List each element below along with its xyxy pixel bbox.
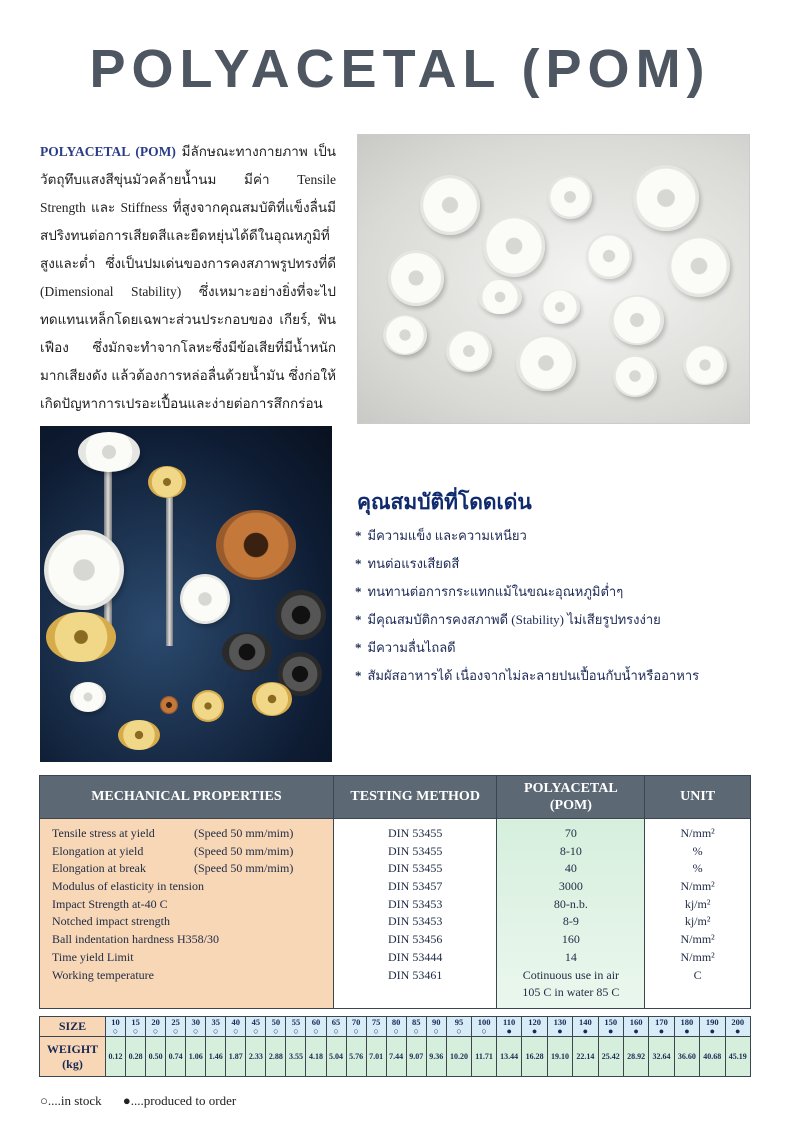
size-cell [426, 1017, 446, 1037]
legend-to-order-text: ....produced to order [130, 1093, 237, 1108]
pom-value: Cotinuous use in air [522, 967, 620, 982]
in-stock-icon: ○ [393, 1026, 399, 1036]
size-value: 15 [131, 1017, 140, 1027]
size-value: 110 [503, 1017, 516, 1027]
produced-to-order-icon: ● [658, 1026, 665, 1036]
size-value: 190 [705, 1017, 719, 1027]
size-weight-table [39, 1016, 751, 1077]
in-stock-icon: ○ [213, 1026, 219, 1036]
testing-method: DIN 53457 [388, 879, 443, 894]
weight-label [40, 1037, 106, 1077]
pom-value: 40 [564, 861, 577, 876]
weight-value: 1.87 [226, 1037, 246, 1077]
property-row [52, 896, 321, 914]
size-value: 85 [411, 1017, 421, 1027]
header-unit: UNIT [645, 776, 751, 819]
size-value: 160 [629, 1017, 643, 1027]
property-name: Elongation at yield [52, 843, 144, 858]
in-stock-icon: ○ [233, 1026, 239, 1036]
property-row [52, 860, 321, 878]
testing-method: DIN 53455 [388, 843, 443, 858]
property-row [52, 825, 321, 843]
in-stock-icon: ○ [172, 1026, 179, 1036]
property-condition: (Speed 50 mm/mim) [194, 861, 294, 876]
feature-item: * ทนทานต่อการกระแทกแม้ในขณะอุณหภูมิต่ำๆ [355, 578, 699, 606]
size-value: 130 [553, 1017, 567, 1027]
features-title: คุณสมบัติที่โดดเด่น [357, 490, 532, 514]
weight-value: 7.01 [366, 1037, 386, 1077]
header-polyacetal [497, 776, 645, 819]
size-value: 75 [371, 1017, 381, 1027]
size-cell [649, 1017, 674, 1037]
weight-value: 3.55 [286, 1037, 306, 1077]
unit-value: % [692, 861, 703, 876]
intro-lead: POLYACETAL (POM) [40, 144, 176, 159]
weight-unit: (kg) [62, 1056, 83, 1071]
property-row [52, 949, 321, 967]
size-cell [186, 1017, 206, 1037]
weight-value: 4.18 [306, 1037, 326, 1077]
weight-value: 0.12 [106, 1037, 126, 1077]
size-cell [573, 1017, 598, 1037]
size-cell [286, 1017, 306, 1037]
size-cell [674, 1017, 699, 1037]
pom-value: 8-10 [559, 843, 582, 858]
pom-value: 8-9 [562, 914, 579, 929]
size-cell [522, 1017, 547, 1037]
size-cell [725, 1017, 751, 1037]
in-stock-icon: ○ [433, 1026, 439, 1036]
testing-method: DIN 53453 [388, 914, 443, 929]
weight-value: 9.07 [406, 1037, 426, 1077]
testing-method: DIN 53455 [388, 861, 443, 876]
size-cell [266, 1017, 286, 1037]
pom-value: 3000 [558, 879, 583, 894]
size-value: 140 [578, 1017, 592, 1027]
feature-item: * สัมผัสอาหารได้ เนื่องจากไม่ละลายปนเปื้อนกับน้ำหรืออาหาร [355, 662, 699, 690]
produced-to-order-icon: ● [506, 1026, 512, 1036]
in-stock-icon: ○ [112, 1026, 119, 1036]
in-stock-icon: ○ [313, 1026, 319, 1036]
size-cell [206, 1017, 226, 1037]
size-cell [306, 1017, 326, 1037]
in-stock-icon: ○ [132, 1026, 139, 1036]
weight-value: 1.06 [186, 1037, 206, 1077]
weight-value: 5.76 [346, 1037, 366, 1077]
size-cell [386, 1017, 406, 1037]
header-mechanical-properties: MECHANICAL PROPERTIES [40, 776, 334, 819]
produced-to-order-icon: ● [684, 1026, 690, 1036]
size-cell [700, 1017, 725, 1037]
size-value: 100 [477, 1017, 491, 1027]
header-polyacetal-line1: POLYACETAL [524, 781, 618, 796]
property-name: Notched impact strength [52, 914, 170, 929]
size-cell [106, 1017, 126, 1037]
size-value: 80 [391, 1017, 401, 1027]
pom-value: 105 C in water 85 C [522, 985, 620, 1000]
pom-value: 14 [564, 949, 577, 964]
pom-value: 70 [564, 826, 577, 840]
size-value: 95 [454, 1017, 464, 1027]
weight-value: 10.20 [446, 1037, 471, 1077]
weight-value: 22.14 [573, 1037, 598, 1077]
weight-value: 9.36 [426, 1037, 446, 1077]
produced-to-order-icon: ● [633, 1026, 639, 1036]
property-row [52, 913, 321, 931]
unit-value: % [692, 843, 703, 858]
in-stock-icon: ○ [293, 1026, 299, 1036]
property-row [52, 843, 321, 861]
unit-value: N/mm² [680, 932, 715, 947]
size-cell [326, 1017, 346, 1037]
pom-value: 80-n.b. [553, 896, 588, 911]
size-value: 170 [655, 1017, 668, 1027]
legend-in-stock [40, 1093, 102, 1108]
legend-in-stock-text: ....in stock [47, 1093, 102, 1108]
white-gears-photo [357, 134, 750, 424]
weight-value: 2.33 [246, 1037, 266, 1077]
feature-item: * มีความแข็ง และความเหนียว [355, 522, 699, 550]
produced-to-order-icon: ● [608, 1026, 614, 1036]
testing-method: DIN 53455 [388, 826, 443, 840]
weight-value: 1.46 [206, 1037, 226, 1077]
property-condition: (Speed 50 mm/mim) [194, 843, 294, 858]
size-value: 35 [211, 1017, 220, 1027]
property-name: Tensile stress at yield [52, 826, 155, 840]
in-stock-icon: ○ [333, 1026, 339, 1036]
testing-method: DIN 53453 [388, 896, 443, 911]
weight-value: 7.44 [386, 1037, 406, 1077]
in-stock-icon: ○ [456, 1026, 462, 1036]
in-stock-icon: ○ [413, 1026, 419, 1036]
machine-parts-photo [40, 426, 332, 762]
property-name: Ball indentation hardness H358/30 [52, 932, 219, 947]
header-testing-method: TESTING METHOD [333, 776, 497, 819]
property-row [52, 931, 321, 949]
size-value: 150 [604, 1017, 618, 1027]
produced-to-order-icon: ● [557, 1026, 563, 1036]
in-stock-icon: ○ [253, 1026, 259, 1036]
produced-to-order-icon: ● [735, 1026, 741, 1036]
feature-item: * มีความลื่นไถลดี [355, 634, 699, 662]
size-value: 200 [731, 1017, 745, 1027]
property-row [52, 967, 321, 985]
weight-value: 36.60 [674, 1037, 699, 1077]
weight-value: 19.10 [547, 1037, 572, 1077]
size-value: 120 [528, 1017, 541, 1027]
pom-values-cell [497, 819, 645, 1009]
weight-value: 5.04 [326, 1037, 346, 1077]
size-value: 60 [311, 1017, 321, 1027]
size-value: 65 [331, 1017, 341, 1027]
weight-value: 28.92 [623, 1037, 648, 1077]
size-cell [246, 1017, 266, 1037]
in-stock-icon: ○ [152, 1026, 159, 1036]
unit-value: kj/m² [684, 914, 711, 929]
weight-value: 16.28 [522, 1037, 547, 1077]
size-value: 45 [251, 1017, 261, 1027]
unit-value: N/mm² [680, 879, 715, 894]
in-stock-icon: ○ [192, 1026, 199, 1036]
feature-item: * ทนต่อแรงเสียดสี [355, 550, 699, 578]
weight-value: 11.71 [472, 1037, 497, 1077]
size-value: 25 [171, 1017, 180, 1027]
properties-table [39, 775, 751, 1009]
size-label: SIZE [40, 1017, 106, 1037]
property-condition: (Speed 50 mm/mim) [194, 826, 294, 840]
produced-to-order-icon: ● [709, 1026, 716, 1036]
units-cell [645, 819, 751, 1009]
size-cell [472, 1017, 497, 1037]
property-name: Elongation at break [52, 861, 146, 876]
size-cell [166, 1017, 186, 1037]
intro-paragraph [40, 138, 336, 418]
size-cell [366, 1017, 386, 1037]
property-name: Modulus of elasticity in tension [52, 879, 204, 894]
property-name: Impact Strength at-40 C [52, 896, 168, 911]
pom-value: 160 [561, 932, 580, 947]
property-name: Time yield Limit [52, 949, 134, 964]
weight-value: 13.44 [496, 1037, 521, 1077]
property-names-cell [40, 819, 334, 1009]
size-cell [496, 1017, 521, 1037]
unit-value: N/mm² [680, 949, 715, 964]
size-value: 90 [432, 1017, 441, 1027]
produced-to-order-icon: ● [531, 1026, 538, 1036]
unit-value: kj/m² [684, 896, 711, 911]
unit-value: N/mm² [680, 826, 715, 840]
in-stock-icon: ○ [481, 1026, 487, 1036]
unit-value: C [693, 967, 702, 982]
weight-value: 40.68 [700, 1037, 725, 1077]
property-row [52, 878, 321, 896]
property-name: Working temperature [52, 967, 154, 982]
testing-method: DIN 53444 [388, 949, 443, 964]
page-title: POLYACETAL (POM) [89, 39, 711, 99]
header-polyacetal-line2: (POM) [549, 798, 592, 813]
in-stock-icon: ○ [40, 1093, 48, 1108]
testing-method: DIN 53461 [388, 967, 443, 982]
size-cell [126, 1017, 146, 1037]
in-stock-icon: ○ [353, 1026, 359, 1036]
produced-to-order-icon: ● [582, 1026, 589, 1036]
weight-value: 0.74 [166, 1037, 186, 1077]
size-cell [446, 1017, 471, 1037]
size-value: 55 [291, 1017, 301, 1027]
weight-value: 2.88 [266, 1037, 286, 1077]
size-value: 180 [680, 1017, 694, 1027]
in-stock-icon: ○ [273, 1026, 279, 1036]
size-value: 20 [151, 1017, 160, 1027]
stock-legend [40, 1093, 254, 1109]
weight-value: 45.19 [725, 1037, 751, 1077]
size-value: 40 [231, 1017, 241, 1027]
size-value: 70 [351, 1017, 361, 1027]
features-list [355, 522, 699, 690]
intro-text: มีลักษณะทางกายภาพ เป็นวัตถุทึบแสงสีขุ่นมัวคล้ายน้ำนม มีค่า Tensile Strength และ Stiffness ที่สูงจากคุณสมบัติที่แข็งลื่นมีสปริงทนต่อการเสียดสีและยืดหยุ่นได้ดีในอุณหภูมิที่สูงและต่ำ ซึ่งเป็นปมเด่นของการคงสภาพรูปทรงที่ดี (Dimensional Stability) ซึ่งเหมาะอย่างยิ่งที่จะไปทดแทนเหล็กโดยเฉพาะส่วนประกอบของ เกียร์, ฟันเฟือง ซึ่งมักจะทำจากโลหะซึ่งมีข้อเสียที่มีน้ำหนักมากเสียงดัง แล้วต้องการหล่อลื่นด้วยน้ำมัน ซึ่งก่อให้เกิดปัญหาการเปรอะเปื้อนและง่ายต่อการสึกกร่อน [40, 144, 336, 411]
size-value: 30 [191, 1017, 200, 1027]
size-value: 50 [271, 1017, 281, 1027]
weight-value: 0.28 [126, 1037, 146, 1077]
testing-methods-cell [333, 819, 497, 1009]
size-cell [598, 1017, 623, 1037]
weight-value: 25.42 [598, 1037, 623, 1077]
weight-value: 32.64 [649, 1037, 674, 1077]
size-cell [346, 1017, 366, 1037]
weight-label-text: WEIGHT [46, 1041, 99, 1056]
size-value: 10 [111, 1017, 120, 1027]
to-order-icon: ● [122, 1093, 131, 1108]
size-cell [406, 1017, 426, 1037]
weight-value: 0.50 [146, 1037, 166, 1077]
size-cell [146, 1017, 166, 1037]
size-cell [547, 1017, 572, 1037]
size-cell [623, 1017, 648, 1037]
legend-to-order [123, 1093, 236, 1108]
testing-method: DIN 53456 [388, 932, 443, 947]
size-cell [226, 1017, 246, 1037]
feature-item: * มีคุณสมบัติการคงสภาพดี (Stability) ไม่เสียรูปทรงง่าย [355, 606, 699, 634]
in-stock-icon: ○ [373, 1026, 379, 1036]
